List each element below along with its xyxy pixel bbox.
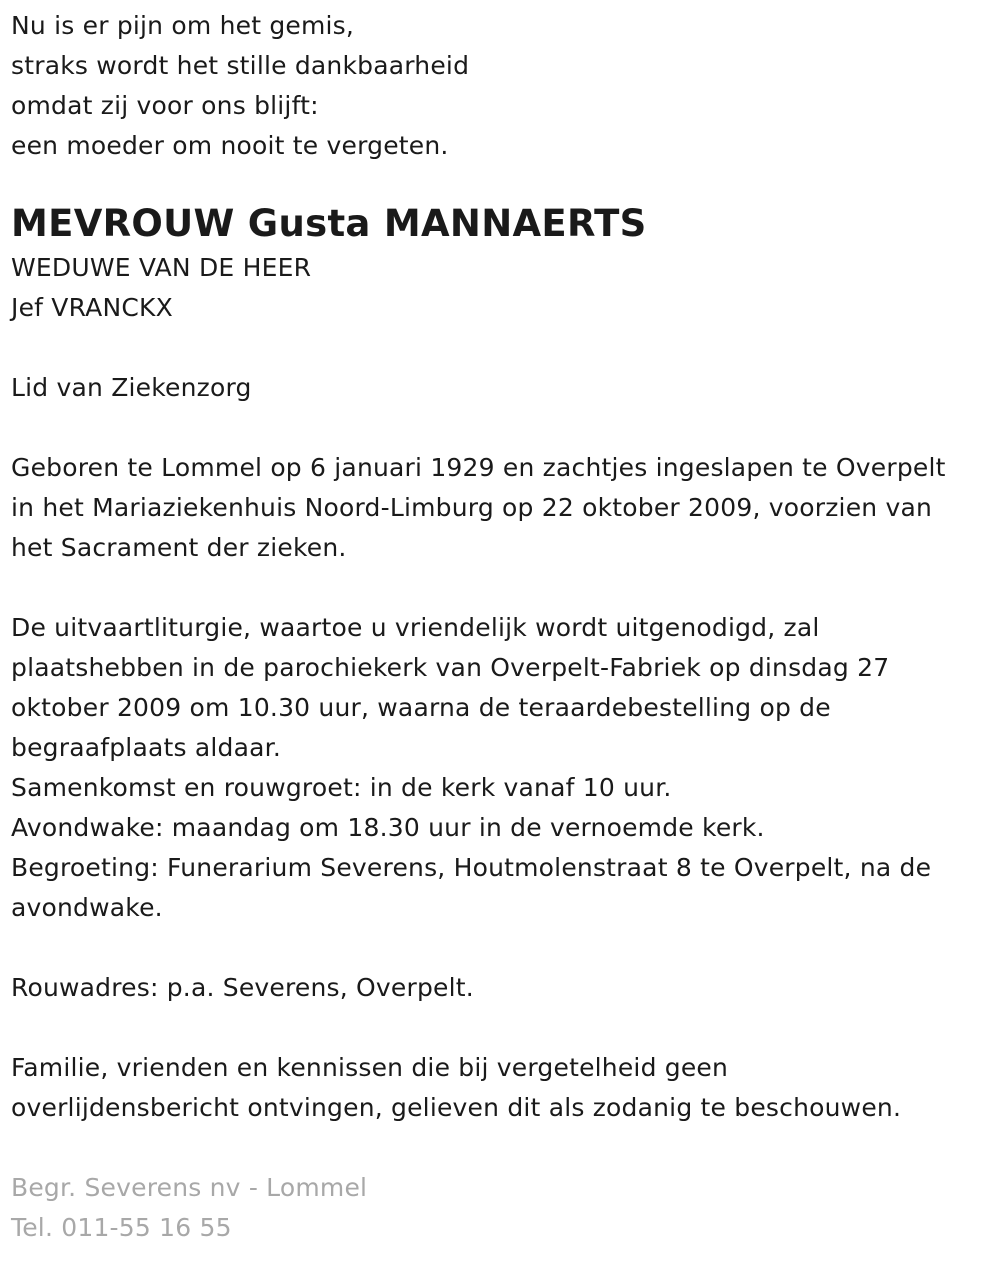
poem-line: omdat zij voor ons blijft: (11, 91, 319, 120)
deceased-relation: WEDUWE VAN DE HEER (11, 253, 312, 282)
paragraph-line: avondwake. (11, 893, 163, 922)
mourning-address: Rouwadres: p.a. Severens, Overpelt. (11, 973, 474, 1002)
membership: Lid van Ziekenzorg (11, 373, 252, 402)
spacer (11, 928, 991, 968)
paragraph-line: Begroeting: Funerarium Severens, Houtmolenstraat 8 te Overpelt, na de (11, 853, 932, 882)
birth-death-paragraph (11, 448, 991, 568)
spacer (11, 1008, 991, 1048)
paragraph-line: Samenkomst en rouwgroet: in de kerk vanaf 10 uur. (11, 773, 672, 802)
poem-line: straks wordt het stille dankbaarheid (11, 51, 470, 80)
undertaker-name: Begr. Severens nv - Lommel (11, 1173, 368, 1202)
footer (11, 1168, 991, 1248)
poem-line: Nu is er pijn om het gemis, (11, 11, 355, 40)
funeral-paragraph (11, 608, 991, 928)
paragraph-line: overlijdensbericht ontvingen, gelieven dit als zodanig te beschouwen. (11, 1093, 902, 1122)
spacer (11, 328, 991, 368)
paragraph-line: begraafplaats aldaar. (11, 733, 281, 762)
deceased-name: MEVROUW Gusta MANNAERTS (11, 202, 647, 245)
paragraph-line: plaatshebben in de parochiekerk van Overpelt-Fabriek op dinsdag 27 (11, 653, 890, 682)
undertaker-phone: Tel. 011-55 16 55 (11, 1213, 232, 1242)
paragraph-line: Geboren te Lommel op 6 januari 1929 en zachtjes ingeslapen te Overpelt (11, 453, 946, 482)
spacer (11, 568, 991, 608)
paragraph-line: De uitvaartliturgie, waartoe u vriendelijk wordt uitgenodigd, zal (11, 613, 820, 642)
paragraph-line: het Sacrament der zieken. (11, 533, 347, 562)
spouse-name: Jef VRANCKX (11, 293, 173, 322)
poem-line: een moeder om nooit te vergeten. (11, 131, 449, 160)
spacer (11, 408, 991, 448)
paragraph-line: oktober 2009 om 10.30 uur, waarna de teraardebestelling op de (11, 693, 831, 722)
poem (11, 6, 991, 166)
obituary-document (11, 6, 991, 1248)
notice-paragraph (11, 1048, 991, 1128)
spacer (11, 1128, 991, 1168)
paragraph-line: in het Mariaziekenhuis Noord-Limburg op 22 oktober 2009, voorzien van (11, 493, 933, 522)
paragraph-line: Familie, vrienden en kennissen die bij vergetelheid geen (11, 1053, 729, 1082)
paragraph-line: Avondwake: maandag om 18.30 uur in de vernoemde kerk. (11, 813, 765, 842)
